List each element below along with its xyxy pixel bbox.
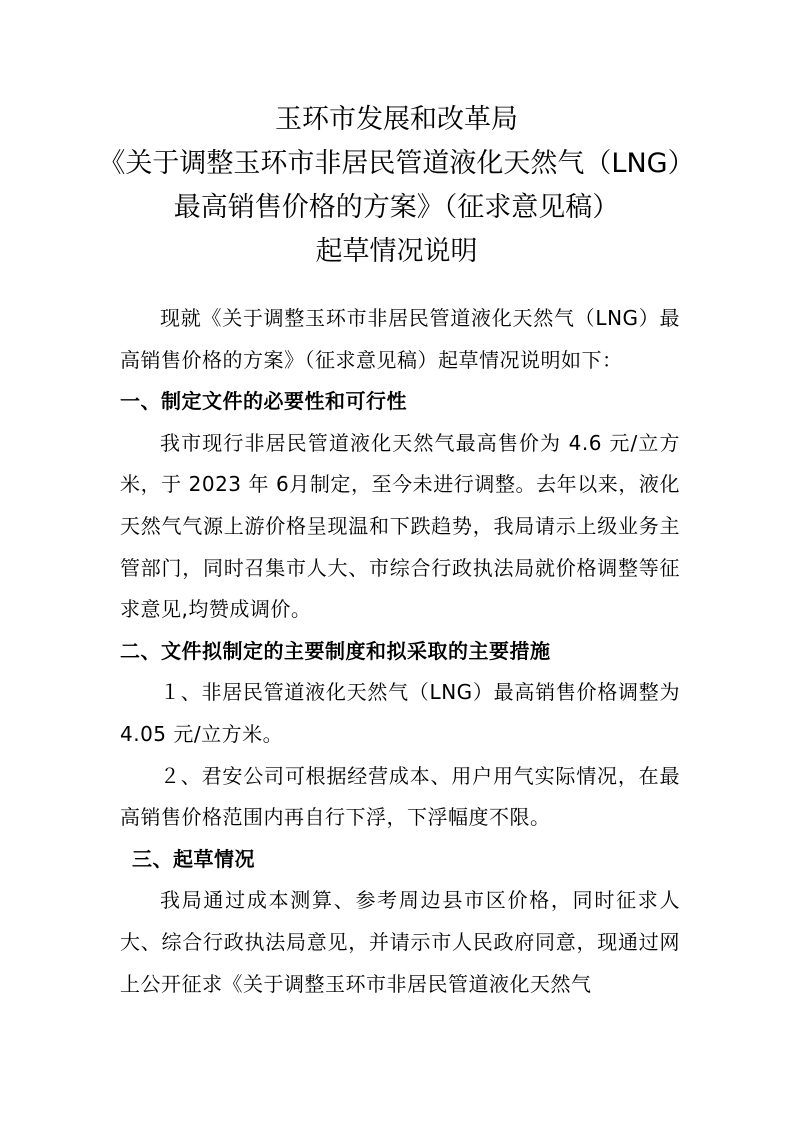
section-2-item-1: １、非居民管道液化天然气（LNG）最高销售价格调整为 4.05 元/立方米。 <box>120 680 680 746</box>
document-title <box>0 98 793 274</box>
intro-paragraph: 现就《关于调整玉环市非居民管道液化天然气（LNG）最高销售价格的方案》（征求意见稿）起草情况说明如下： <box>120 306 680 372</box>
section-3-heading: 三、起草情况 <box>132 846 255 871</box>
section-3-paragraph: 我局通过成本测算、参考周边县市区价格，同时征求人大、综合行政执法局意见，并请示市人民政府同意，现通过网上公开征求《关于调整玉环市非居民管道液化天然气 <box>120 888 680 996</box>
title-line-issuer: 玉环市发展和改革局 <box>275 104 518 135</box>
section-1-paragraph: 我市现行非居民管道液化天然气最高售价为 4.6 元/立方米，于 2023 年 6月制定，至今未进行调整。去年以来，液化天然气气源上游价格呈现温和下跌趋势，我局请示上级业务主管部门，同时召集市人大、市综合行政执法局就价格调整等征求意见,均赞成调价。 <box>120 430 680 622</box>
title-line-document-name: 《关于调整玉环市非居民管道液化天然气（LNG） <box>98 148 695 179</box>
title-line-subject: 起草情况说明 <box>315 236 478 267</box>
title-line-document-name-cont: 最高销售价格的方案》（征求意见稿） <box>173 192 620 223</box>
section-2-item-2: ２、君安公司可根据经营成本、用户用气实际情况，在最高销售价格范围内再自行下浮，下浮幅度不限。 <box>120 763 680 830</box>
section-2-heading: 二、文件拟制定的主要制度和拟采取的主要措施 <box>120 638 551 663</box>
section-1-heading: 一、制定文件的必要性和可行性 <box>120 389 407 414</box>
document-body <box>120 298 680 1005</box>
